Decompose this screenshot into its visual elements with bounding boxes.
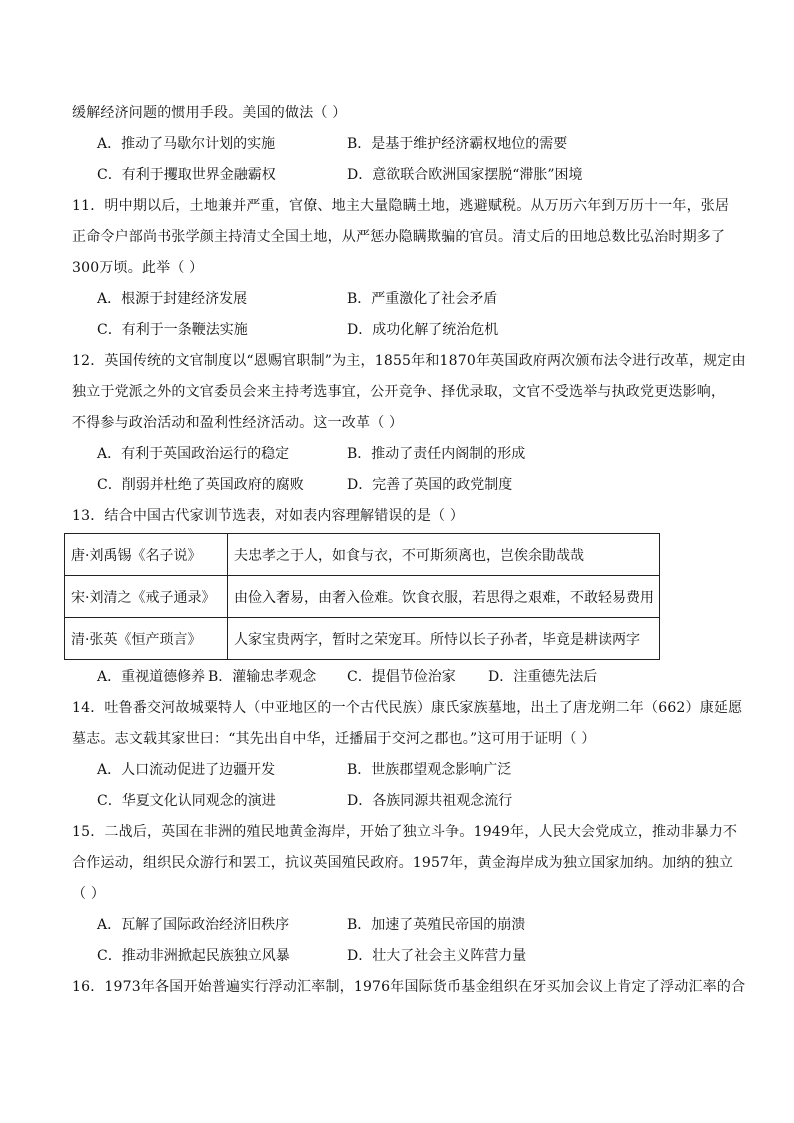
table-cell-source: 唐·刘禹锡《名子说》 <box>65 534 228 576</box>
q11-option-b: B．严重激化了社会矛盾 <box>347 291 498 307</box>
q11-option-c: C．有利于一条鞭法实施 <box>97 322 248 338</box>
q10-option-d: D．意欲联合欧洲国家摆脱“滞胀”困境 <box>347 167 583 183</box>
q10-stem-tail: 缓解经济问题的惯用手段。美国的做法（ ） <box>72 105 347 121</box>
q14-stem-line-2: 墓志。志文载其家世曰：“其先出自中华，迁播届于交河之郡也。”这可用于证明（ ） <box>72 731 596 747</box>
q15-option-b: B．加速了英殖民帝国的崩溃 <box>347 917 526 933</box>
q15-option-c: C．推动非洲掀起民族独立风暴 <box>97 948 290 964</box>
table-row <box>65 534 660 576</box>
q12-stem-line-2: 独立于党派之外的文官委员会来主持考选事宜，公开竞争、择优录取，文官不受选举与执政党更迭影响， <box>72 384 726 400</box>
q12-stem-line-3: 不得参与政治活动和盈利性经济活动。这一改革（ ） <box>72 415 404 431</box>
q10-option-b: B．是基于维护经济霸权地位的需要 <box>347 136 568 152</box>
q15-option-d: D．壮大了社会主义阵营力量 <box>347 948 527 964</box>
table-cell-quote: 人家宝贵两字，暂时之荣宠耳。所恃以长子孙者，毕竟是耕读两字 <box>228 618 660 660</box>
q13-stem: 13．结合中国古代家训节选表，对如表内容理解错误的是（ ） <box>72 508 465 524</box>
q12-option-a: A．有利于英国政治运行的稳定 <box>97 446 290 462</box>
q14-option-d: D．各族同源共祖观念流行 <box>347 793 513 809</box>
q14-option-a: A．人口流动促进了边疆开发 <box>97 762 276 778</box>
q11-option-a: A．根源于封建经济发展 <box>97 291 248 307</box>
q14-option-b: B．世族郡望观念影响广泛 <box>347 762 512 778</box>
q15-stem-line-3: （ ） <box>72 886 106 902</box>
q10-option-a: A．推动了马歇尔计划的实施 <box>97 136 276 152</box>
q15-option-a: A．瓦解了国际政治经济旧秩序 <box>97 917 290 933</box>
q13-option-c: C．提倡节俭治家 <box>347 669 456 685</box>
q11-option-d: D．成功化解了统治危机 <box>347 322 499 338</box>
q12-option-b: B．推动了责任内阁制的形成 <box>347 446 526 462</box>
q13-option-d: D．注重德先法后 <box>488 669 598 685</box>
table-row <box>65 576 660 618</box>
q13-option-a: A．重视道德修养 <box>97 669 206 685</box>
q12-option-c: C．削弱并杜绝了英国政府的腐败 <box>97 477 304 493</box>
q11-stem-line-1: 11．明中期以后，土地兼并严重，官僚、地主大量隐瞒土地，逃避赋税。从万历六年到万历十一年，张居 <box>72 198 730 214</box>
table-cell-quote: 由俭入奢易，由奢入俭难。饮食衣服，若思得之艰难，不敢轻易费用 <box>228 576 660 618</box>
q11-stem-line-2: 正命令户部尚书张学颜主持清丈全国土地，从严惩办隐瞒欺骗的官员。清丈后的田地总数比弘治时期多了 <box>72 229 726 245</box>
q16-stem-line-1: 16．1973年各国开始普遍实行浮动汇率制，1976年国际货币基金组织在牙买加会议上肯定了浮动汇率的合 <box>72 979 746 995</box>
q12-stem-line-1: 12．英国传统的文官制度以“恩赐官职制”为主，1855年和1870年英国政府两次颁布法令进行改革，规定由 <box>72 353 746 369</box>
q13-table <box>64 533 660 660</box>
q15-stem-line-2: 合作运动，组织民众游行和罢工，抗议英国殖民政府。1957年，黄金海岸成为独立国家加纳。加纳的独立 <box>72 855 734 871</box>
q13-option-b: B．灌输忠孝观念 <box>208 669 317 685</box>
table-cell-quote: 夫忠孝之于人，如食与衣，不可斯须离也，岂俟余勖哉哉 <box>228 534 660 576</box>
q14-option-c: C．华夏文化认同观念的演进 <box>97 793 276 809</box>
table-row <box>65 618 660 660</box>
table-cell-source: 宋·刘清之《戒子通录》 <box>65 576 228 618</box>
q14-stem-line-1: 14．吐鲁番交河故城粟特人（中亚地区的一个古代民族）康氏家族墓地，出土了唐龙朔二年（662）康延愿 <box>72 700 743 716</box>
table-cell-source: 清·张英《恒产琐言》 <box>65 618 228 660</box>
q15-stem-line-1: 15．二战后，英国在非洲的殖民地黄金海岸，开始了独立斗争。1949年，人民大会党成立，推动非暴力不 <box>72 824 738 840</box>
q11-stem-line-3: 300万顷。此举（ ） <box>72 260 204 276</box>
q10-option-c: C．有利于攫取世界金融霸权 <box>97 167 276 183</box>
q12-option-d: D．完善了英国的政党制度 <box>347 477 513 493</box>
